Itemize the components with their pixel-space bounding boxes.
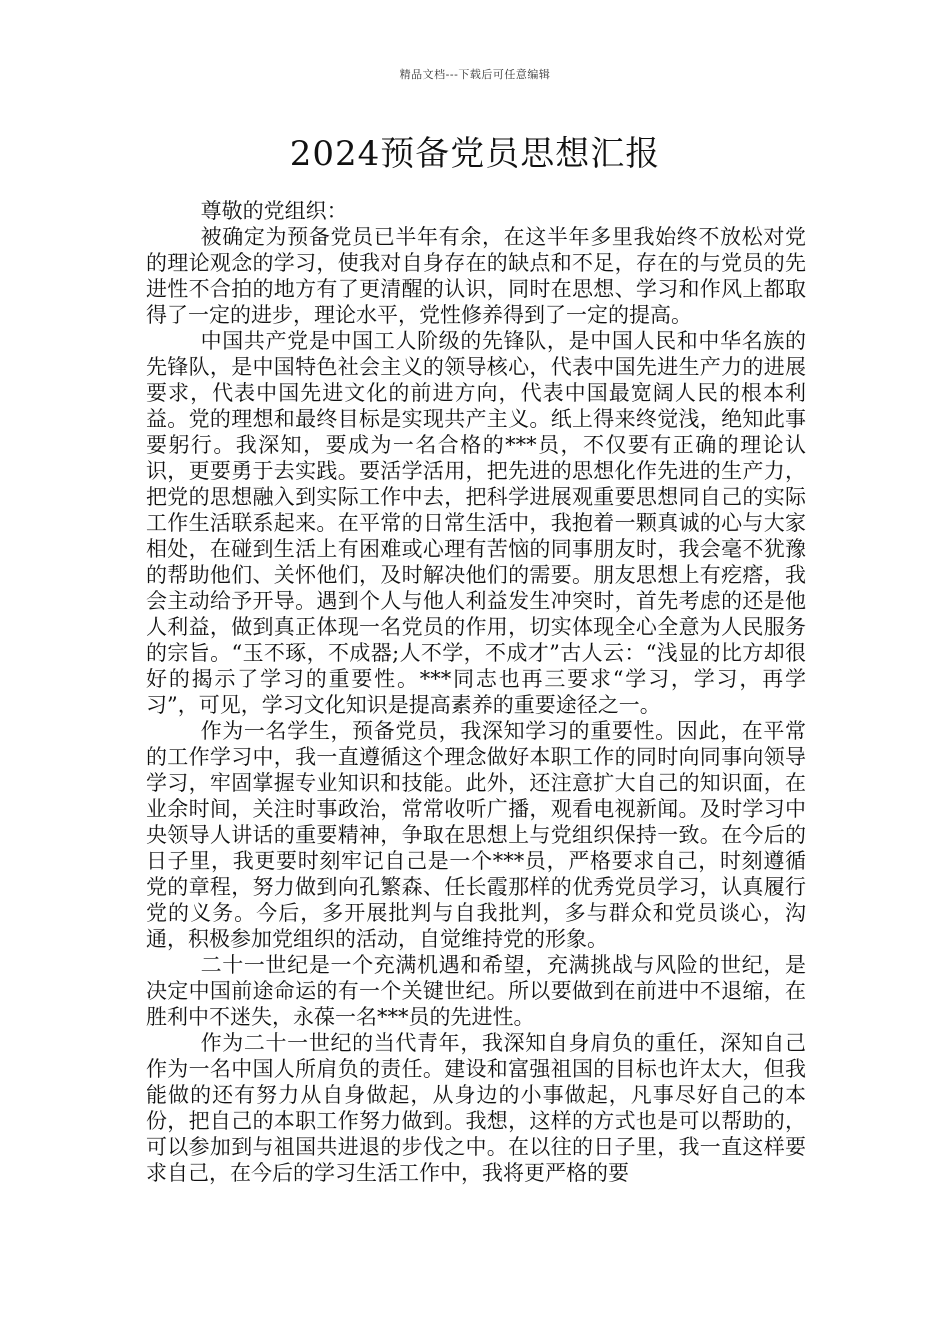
paragraph: 作为一名学生，预备党员，我深知学习的重要性。因此，在平常的工作学习中，我一直遵循这个理念做好本职工作的同时向同事向领导学习，牢固掌握专业知识和技能。此外，还注意扩大自己的知识面，在业余时间，关注时事政治，常常收听广播，观看电视新闻。及时学习中央领导人讲话的重要精神，争取在思想上与党组织保持一致。在今后的日子里，我更要时刻牢记自己是一个***员，严格要求自己，时刻遵循党的章程，努力做到向孔繁森、任长霞那样的优秀党员学习，认真履行党的义务。今后，多开展批判与自我批判，多与群众和党员谈心，沟通，积极参加党组织的活动，自觉维持党的形象。	[146, 719, 806, 951]
paragraph: 作为二十一世纪的当代青年，我深知自身肩负的重任，深知自己作为一名中国人所肩负的责任。建设和富强祖国的目标也许太大，但我能做的还有努力从自身做起，从身边的小事做起，凡事尽好自己的本份，把自己的本职工作努力做到。我想，这样的方式也是可以帮助的，可以参加到与祖国共进退的步伐之中。在以往的日子里，我一直这样要求自己，在今后的学习生活工作中，我将更严格的要	[146, 1031, 806, 1185]
document-body	[146, 198, 806, 1186]
paragraph: 被确定为预备党员已半年有余，在这半年多里我始终不放松对党的理论观念的学习，使我对自身存在的缺点和不足，存在的与党员的先进性不合拍的地方有了更清醒的认识，同时在思想、学习和作风上都取得了一定的进步，理论水平，党性修养得到了一定的提高。	[146, 225, 806, 327]
paragraph: 中国共产党是中国工人阶级的先锋队，是中国人民和中华名族的先锋队，是中国特色社会主义的领导核心，代表中国先进生产力的进展要求，代表中国先进文化的前进方向，代表中国最宽阔人民的根本利益。党的理想和最终目标是实现共产主义。纸上得来终觉浅，绝知此事要躬行。我深知，要成为一名合格的***员，不仅要有正确的理论认识，更要勇于去实践。要活学活用，把先进的思想化作先进的生产力，把党的思想融入到实际工作中去，把科学进展观重要思想同自己的实际工作生活联系起来。在平常的日常生活中，我抱着一颗真诚的心与大家相处，在碰到生活上有困难或心理有苦恼的同事朋友时，我会毫不犹豫的帮助他们、关怀他们，及时解决他们的需要。朋友思想上有疙瘩，我会主动给予开导。遇到个人与他人利益发生冲突时，首先考虑的还是他人利益，做到真正体现一名党员的作用，切实体现全心全意为人民服务的宗旨。“玉不琢，不成器;人不学，不成才”古人云：“浅显的比方却很好的揭示了学习的重要性。***同志也再三要求“学习，学习，再学习”，可见，学习文化知识是提高素养的重要途径之一。	[146, 329, 806, 717]
paragraph: 二十一世纪是一个充满机遇和希望，充满挑战与风险的世纪，是决定中国前途命运的有一个关键世纪。所以要做到在前进中不退缩，在胜利中不迷失，永葆一名***员的先进性。	[146, 953, 806, 1029]
salutation: 尊敬的党组织：	[200, 199, 348, 223]
page-header: 精品文档---下载后可任意编辑	[399, 68, 551, 81]
document-title: 2024预备党员思想汇报	[289, 134, 661, 174]
